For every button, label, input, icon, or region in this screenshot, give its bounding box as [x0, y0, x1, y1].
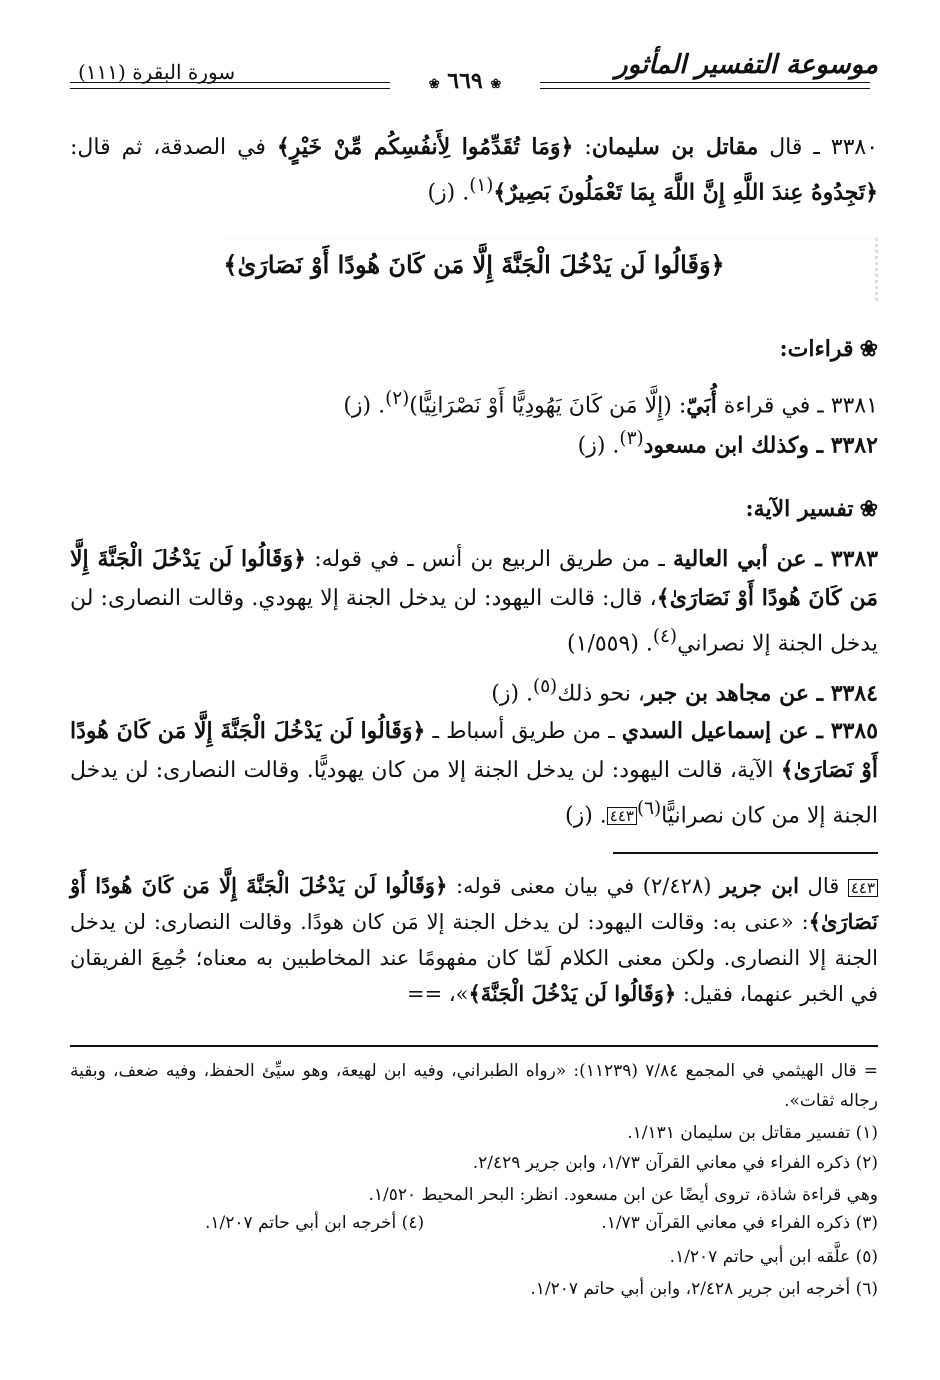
- quran-quote: ﴿وَقَالُوا لَن يَدْخُلَ الْجَنَّةَ إِلَّا مَن كَانَ هُودًا أَوْ نَصَارَىٰ﴾: [70, 546, 878, 611]
- text-segment: ، نحو ذلك: [557, 681, 646, 707]
- text-segment: . (ز): [343, 393, 386, 419]
- ornament-icon: ❀: [428, 77, 440, 92]
- footnote-continuation: = قال الهيثمي في المجمع ٧/٨٤ (١١٢٣٩): «رواه الطبراني، وفيه ابن لهيعة، وهو سيِّئ الحفظ، وفيه ضعف، وبقية رجاله ثقات».: [70, 1061, 878, 1111]
- page-number: ٦٦٩: [447, 68, 483, 94]
- section-heading-qiraat: [780, 336, 879, 362]
- text-segment: : (إِلَّا مَن كَانَ يَهُودِيًّا أَوْ نَصْرَانِيًّا): [409, 393, 687, 419]
- narrator-name: أبي العالية: [673, 546, 768, 572]
- heading-text: تفسير الآية:: [745, 496, 854, 522]
- text-segment: . (ز): [491, 681, 534, 707]
- footnote-ref: (٥): [533, 676, 558, 697]
- footnote-ref: (٦): [636, 798, 662, 819]
- quran-quote: ﴿تَجِدُوهُ عِندَ اللَّهِ إِنَّ اللَّهَ بِمَا تَعْمَلُونَ بَصِيرٌ﴾: [493, 179, 878, 206]
- narration-3384: [70, 668, 878, 713]
- text-segment: ـ من طريق الربيع بن أنس ـ في قوله:: [305, 547, 674, 572]
- narration-3385: [70, 712, 878, 835]
- footnote-ref: (٣): [619, 428, 644, 449]
- commentary-separator: [613, 852, 878, 854]
- commentary-tag: ٤٤٣: [848, 879, 878, 897]
- text-segment: . (ز): [565, 803, 607, 829]
- ornament-icon: ❀: [490, 77, 502, 92]
- narration-number: ٣٣٨٥ ـ عن: [771, 718, 879, 744]
- heading-text: قراءات:: [779, 336, 854, 362]
- commentary-443: [70, 868, 878, 1012]
- narration-number: ٣٣٨٣ ـ عن: [767, 546, 879, 572]
- text-segment: (٢/٤٢٨) في بيان معنى قوله:: [447, 874, 721, 898]
- footnote-5: (٥) علَّقه ابن أبي حاتم ١/٢٠٧.: [669, 1247, 878, 1267]
- text-segment: ـ من طريق أسباط ـ: [425, 719, 622, 744]
- footnote-6: (٦) أخرجه ابن جرير ٢/٤٢٨، وابن أبي حاتم ١/٢٠٧.: [530, 1279, 878, 1299]
- text-segment: :: [573, 135, 592, 160]
- narration-number: ٣٣٨٠ ـ قال: [758, 135, 879, 160]
- text-segment: »، ==: [406, 982, 469, 1006]
- narration-3381: [70, 380, 878, 425]
- quran-quote: ﴿وَقَالُوا لَن يَدْخُلَ الْجَنَّةَ إِلَّا مَن كَانَ هُودًا أَوْ نَصَارَىٰ﴾: [70, 718, 878, 783]
- book-title: موسوعة التفسير المأثور: [615, 50, 878, 80]
- footnote-ref: (٤): [652, 626, 678, 647]
- narrator-name: ابن جرير: [720, 873, 799, 898]
- surah-reference: سورة البقرة (١١١): [78, 60, 236, 84]
- text-segment: الآية، قالت اليهود: لن يدخل الجنة إلا من كان يهوديًّا. وقالت النصارى: لن يدخل الجنة إلا من كان نصرانيًّا: [70, 758, 878, 829]
- narrator-name: مجاهد بن جبر: [645, 680, 772, 707]
- text-segment: قال: [798, 874, 848, 898]
- narrator-name: أُبَيّ: [686, 392, 717, 419]
- narrator-name: إسماعيل السدي: [621, 718, 772, 744]
- text-segment: . (ز): [427, 180, 470, 206]
- section-heading-tafsir: [746, 496, 878, 522]
- narration-3383: [70, 540, 878, 663]
- flower-icon: ❀: [859, 336, 878, 362]
- text-segment: ٣٣٨٢ ـ وكذلك: [743, 432, 878, 459]
- text-segment: ، قال: قالت اليهود: لن يدخل الجنة إلا يهودي. وقالت النصارى: لن يدخل الجنة إلا نصراني: [70, 586, 878, 657]
- text-segment: . (ز): [577, 433, 620, 459]
- narration-3380: [70, 128, 878, 212]
- quran-quote: ﴿وَقَالُوا لَن يَدْخُلَ الْجَنَّةَ﴾: [468, 981, 677, 1006]
- narrator-name: ابن مسعود: [643, 432, 744, 459]
- footnote-3: (٣) ذكره الفراء في معاني القرآن ١/٧٣.: [601, 1213, 878, 1233]
- page-number-box: [390, 66, 540, 96]
- quran-quote: ﴿وَمَا تُقَدِّمُوا لِأَنفُسِكُم مِّنْ خَيْرٍ﴾: [276, 134, 574, 160]
- ayah-text: ﴿وَقَالُوا لَن يَدْخُلَ الْجَنَّةَ إِلَّا مَن كَانَ هُودًا أَوْ نَصَارَىٰ﴾: [223, 250, 725, 279]
- footnote-ref: (٢): [385, 388, 410, 409]
- footnote-separator: [70, 1045, 878, 1047]
- narration-3382: [70, 420, 878, 465]
- footnote-2-note: وهي قراءة شاذة، تروى أيضًا عن ابن مسعود. انظر: البحر المحيط ١/٥٢٠.: [368, 1185, 878, 1205]
- footnote-4: (٤) أخرجه ابن أبي حاتم ١/٢٠٧.: [205, 1213, 425, 1233]
- footnote-2: (٢) ذكره الفراء في معاني القرآن ١/٧٣، وابن جرير ٢/٤٢٩.: [472, 1153, 878, 1173]
- footnote-ref: (١): [469, 175, 494, 196]
- narrator-name: مقاتل بن سليمان: [591, 134, 759, 160]
- text-segment: . (١/٥٥٩): [567, 631, 653, 657]
- flower-icon: ❀: [859, 496, 878, 522]
- text-segment: : «عنى به: وقالت اليهود: لن يدخل الجنة إلا مَن كان هودًا. وقالت النصارى: لن يدخل الجنة إلا النصارى. ولكن معنى الكلام لَمّا كان مفهومًا عند المخاطبين به معناه؛ جُمِعَ الفريقان في الخبر عنهما، فقيل:: [70, 910, 878, 1006]
- narration-number: ٣٣٨٤ ـ عن: [771, 680, 878, 707]
- text-segment: في الصدقة، ثم قال:: [70, 135, 277, 160]
- footnote-1: (١) تفسير مقاتل بن سليمان ١/١٣١.: [627, 1123, 878, 1143]
- quran-quote: ﴿وَقَالُوا لَن يَدْخُلَ الْجَنَّةَ إِلَّا مَن كَانَ هُودًا أَوْ نَصَارَىٰ﴾: [70, 873, 878, 934]
- commentary-tag: ٤٤٣: [607, 807, 637, 825]
- text-segment: ٣٣٨١ ـ في قراءة: [716, 393, 878, 419]
